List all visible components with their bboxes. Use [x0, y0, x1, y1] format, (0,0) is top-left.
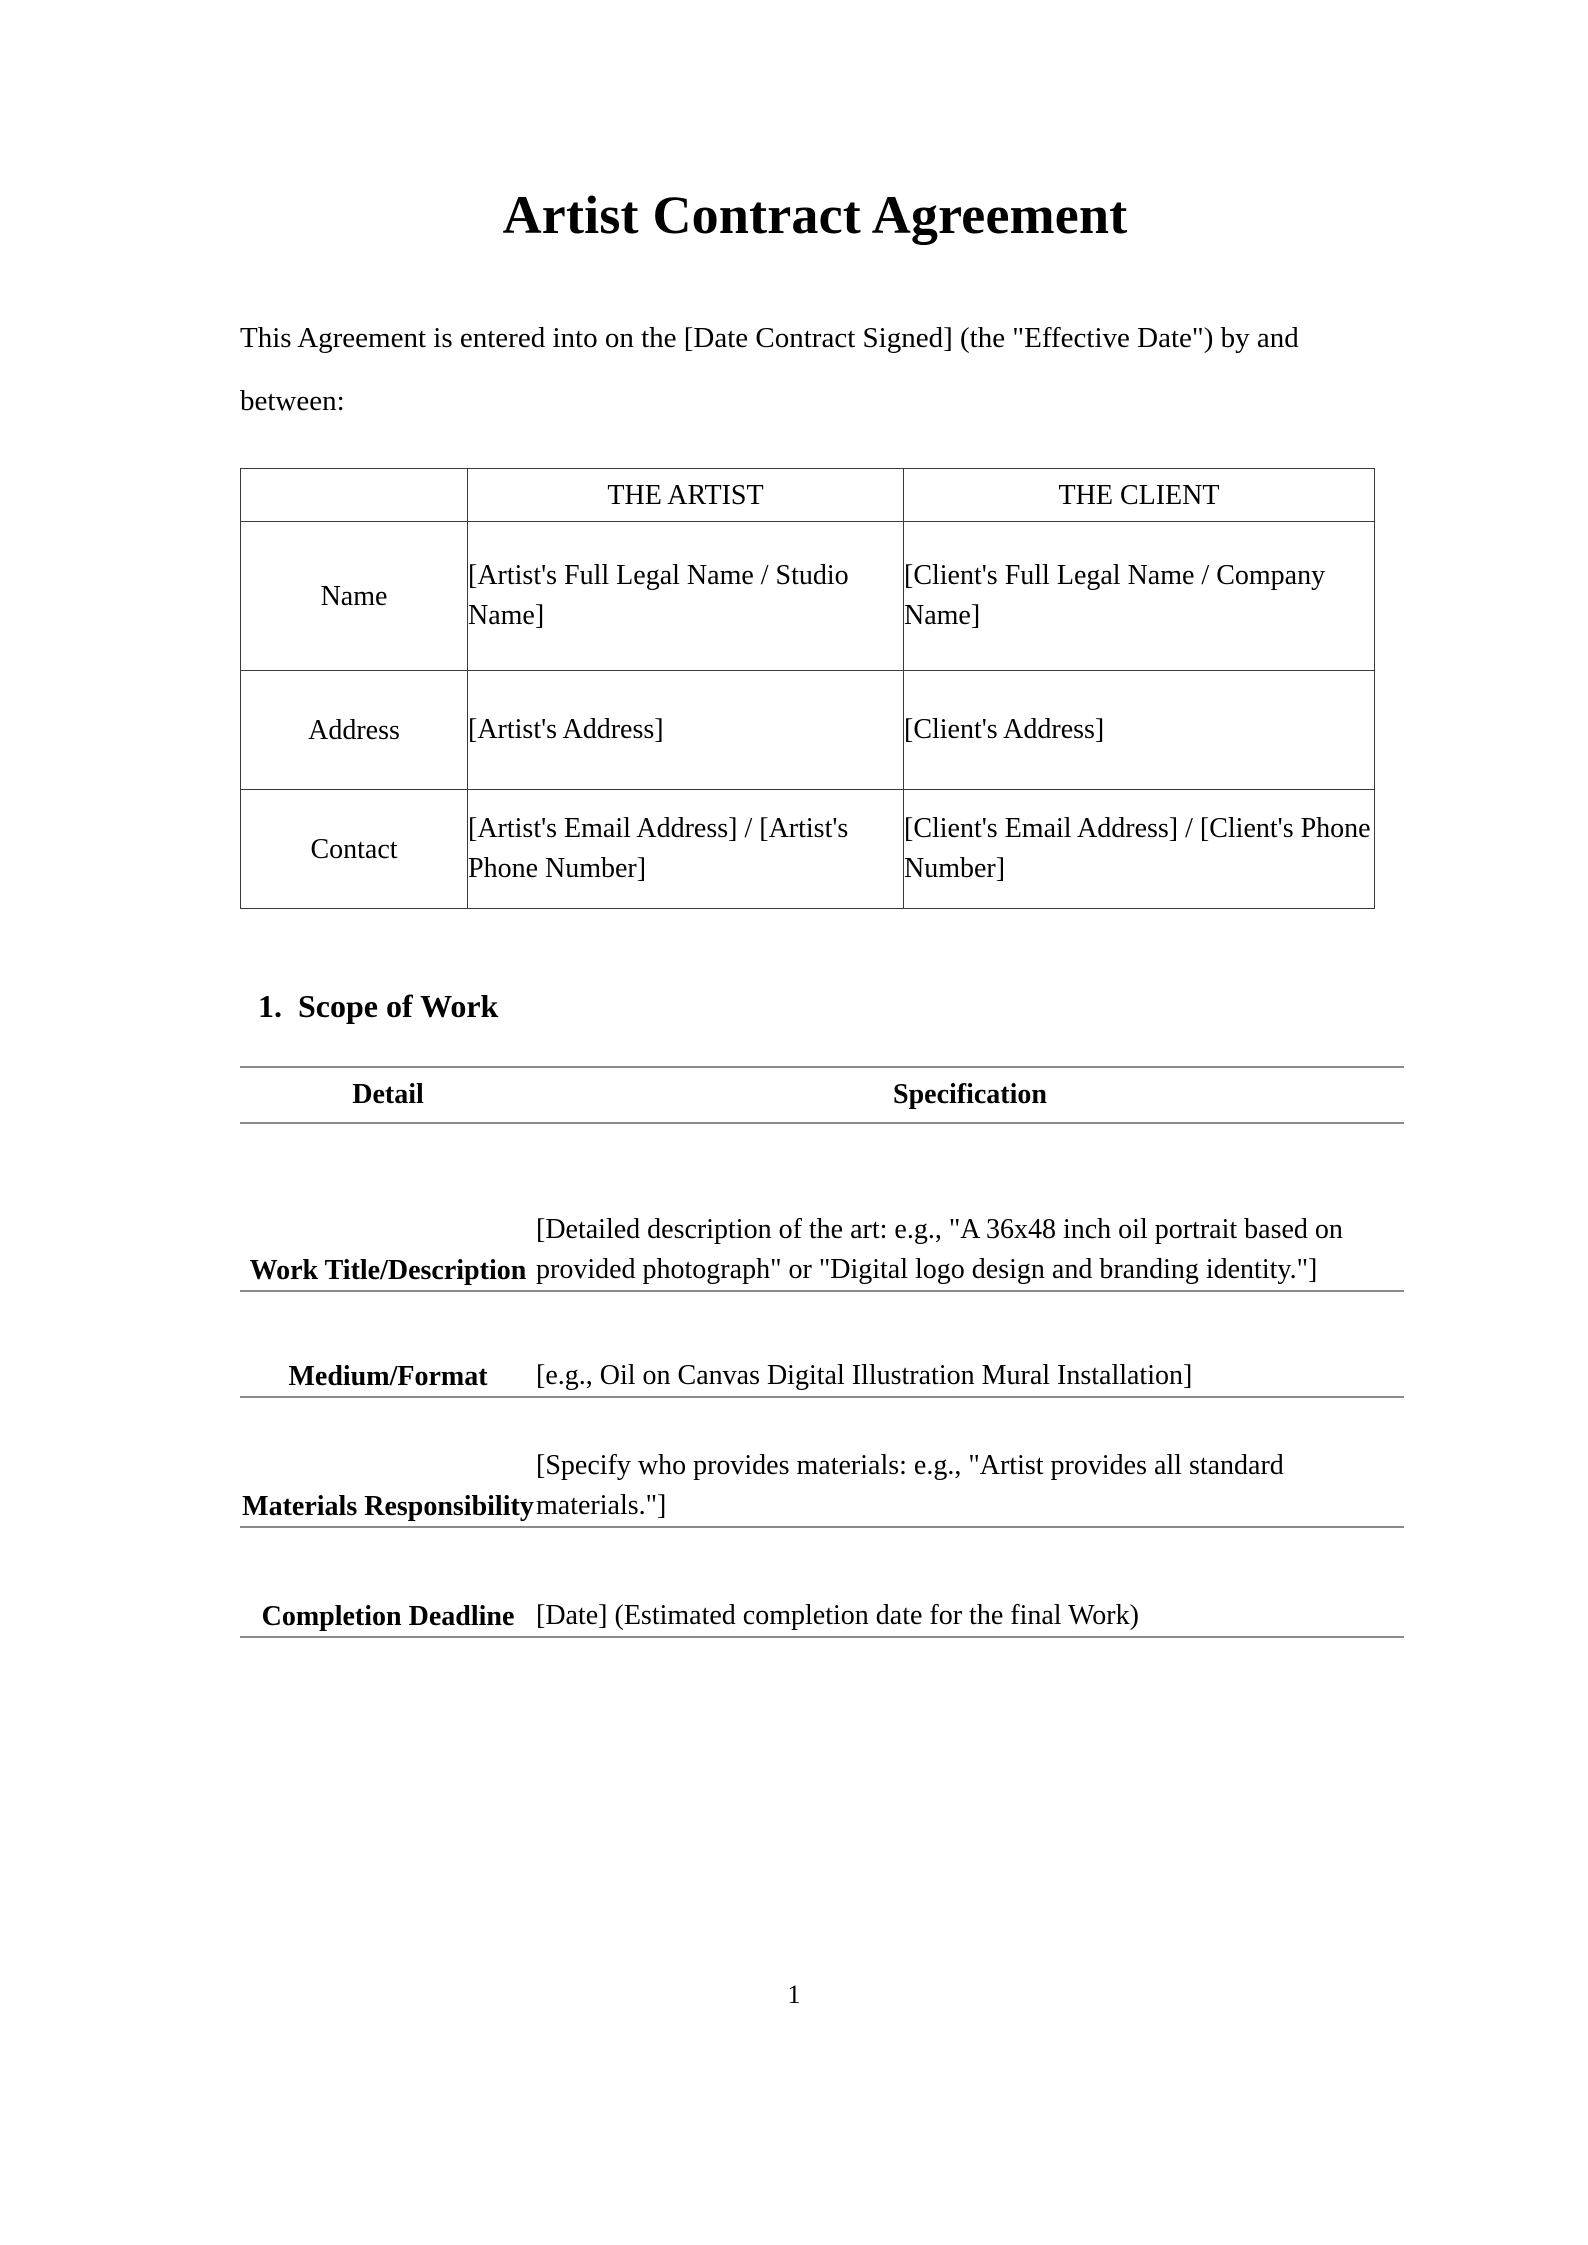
- section-number: 1.: [258, 988, 282, 1025]
- page-content: [240, 0, 1390, 1638]
- scope-header-detail: Detail: [240, 1067, 536, 1123]
- scope-table-body: [240, 1123, 1404, 1637]
- intro-paragraph: This Agreement is entered into on the [Date Contract Signed] (the "Effective Date") by and between:: [240, 322, 1299, 418]
- parties-row-label-contact: Contact: [241, 790, 468, 909]
- scope-detail-medium-format: Medium/Format: [240, 1291, 536, 1397]
- parties-cell-artist-address: [Artist's Address]: [468, 671, 904, 790]
- page-number: 1: [787, 1980, 801, 2009]
- parties-header-client: THE CLIENT: [904, 469, 1375, 522]
- section-title: Scope of Work: [298, 988, 499, 1025]
- scope-table-head: [240, 1067, 1404, 1123]
- parties-table: [240, 468, 1375, 909]
- scope-table-container: [240, 1026, 1390, 1638]
- parties-table-head: [241, 469, 1375, 522]
- table-row: [241, 790, 1375, 909]
- parties-table-container: [240, 433, 1390, 909]
- table-row: [240, 1291, 1404, 1397]
- parties-cell-client-name: [Client's Full Legal Name / Company Name]: [904, 522, 1375, 671]
- table-header-row: [240, 1067, 1404, 1123]
- scope-spec-medium-format: [e.g., Oil on Canvas Digital Illustration Mural Installation]: [536, 1291, 1404, 1397]
- parties-cell-client-contact: [Client's Email Address] / [Client's Phone Number]: [904, 790, 1375, 909]
- scope-spec-materials-responsibility: [Specify who provides materials: e.g., "Artist provides all standard materials."]: [536, 1397, 1404, 1527]
- table-row: [240, 1123, 1404, 1291]
- scope-spec-work-title-description: [Detailed description of the art: e.g., "A 36x48 inch oil portrait based on provided photograph" or "Digital logo design and branding identity."]: [536, 1123, 1404, 1291]
- table-header-row: [241, 469, 1375, 522]
- parties-row-label-name: Name: [241, 522, 468, 671]
- table-row: [241, 671, 1375, 790]
- table-row: [240, 1397, 1404, 1527]
- scope-spec-completion-deadline: [Date] (Estimated completion date for the final Work): [536, 1527, 1404, 1637]
- parties-header-artist: THE ARTIST: [468, 469, 904, 522]
- parties-header-corner: [241, 469, 468, 522]
- section-heading-scope-of-work: [240, 909, 1390, 1025]
- table-row: [241, 522, 1375, 671]
- scope-detail-work-title-description: Work Title/Description: [240, 1123, 536, 1291]
- scope-detail-completion-deadline: Completion Deadline: [240, 1527, 536, 1637]
- scope-of-work-table: [240, 1066, 1404, 1638]
- scope-detail-materials-responsibility: Materials Responsibility: [240, 1397, 536, 1527]
- scope-header-specification: Specification: [536, 1067, 1404, 1123]
- page-title: Artist Contract Agreement: [502, 185, 1128, 245]
- parties-cell-artist-name: [Artist's Full Legal Name / Studio Name]: [468, 522, 904, 671]
- parties-table-body: [241, 522, 1375, 909]
- parties-cell-artist-contact: [Artist's Email Address] / [Artist's Phone Number]: [468, 790, 904, 909]
- table-row: [240, 1527, 1404, 1637]
- parties-cell-client-address: [Client's Address]: [904, 671, 1375, 790]
- parties-row-label-address: Address: [241, 671, 468, 790]
